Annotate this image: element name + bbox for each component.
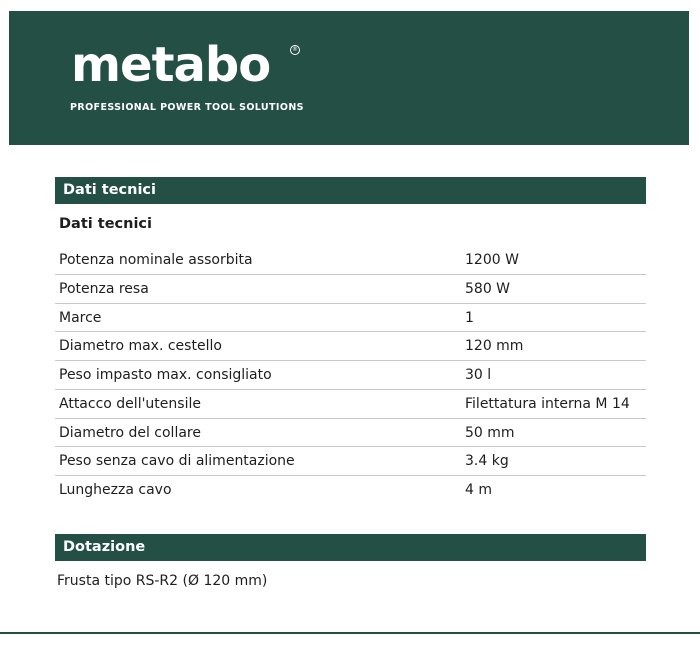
spec-label: Potenza resa [59,280,149,297]
spec-value: 4 m [465,482,492,498]
equipment-item: Frusta tipo RS-R2 (Ø 120 mm) [57,573,268,589]
spec-label: Peso senza cavo di alimentazione [59,453,295,470]
spec-label: Diametro del collare [59,424,201,441]
spec-row [55,332,646,361]
spec-table [55,246,646,505]
spec-row [55,476,646,505]
metabo-logo: metabo [71,37,271,93]
spec-label: Lunghezza cavo [59,482,172,498]
equipment-header: Dotazione [55,534,646,561]
spec-row [55,447,646,476]
spec-label: Marce [59,309,102,326]
spec-label: Attacco dell'utensile [59,395,201,412]
bottom-divider [0,632,700,634]
spec-row [55,390,646,419]
registered-mark-icon: ® [292,46,298,53]
spec-label: Peso impasto max. consigliato [59,367,272,383]
tech-data-header: Dati tecnici [55,177,646,204]
spec-label: Diametro max. cestello [59,338,222,355]
spec-value: 3.4 kg [465,453,509,470]
spec-row [55,275,646,304]
spec-row [55,246,646,275]
brand-header [9,11,689,145]
tech-data-subtitle: Dati tecnici [59,216,152,232]
spec-row [55,304,646,333]
brand-tagline: PROFESSIONAL POWER TOOL SOLUTIONS [70,102,304,113]
spec-value: 1200 W [465,252,519,268]
spec-value: 30 l [465,367,492,383]
spec-row [55,419,646,448]
spec-value: 50 mm [465,424,515,441]
spec-value: 1 [465,309,474,326]
spec-label: Potenza nominale assorbita [59,252,253,268]
spec-value: 120 mm [465,338,524,355]
spec-value: Filettatura interna M 14 [465,395,630,412]
spec-value: 580 W [465,280,511,297]
spec-row [55,361,646,390]
